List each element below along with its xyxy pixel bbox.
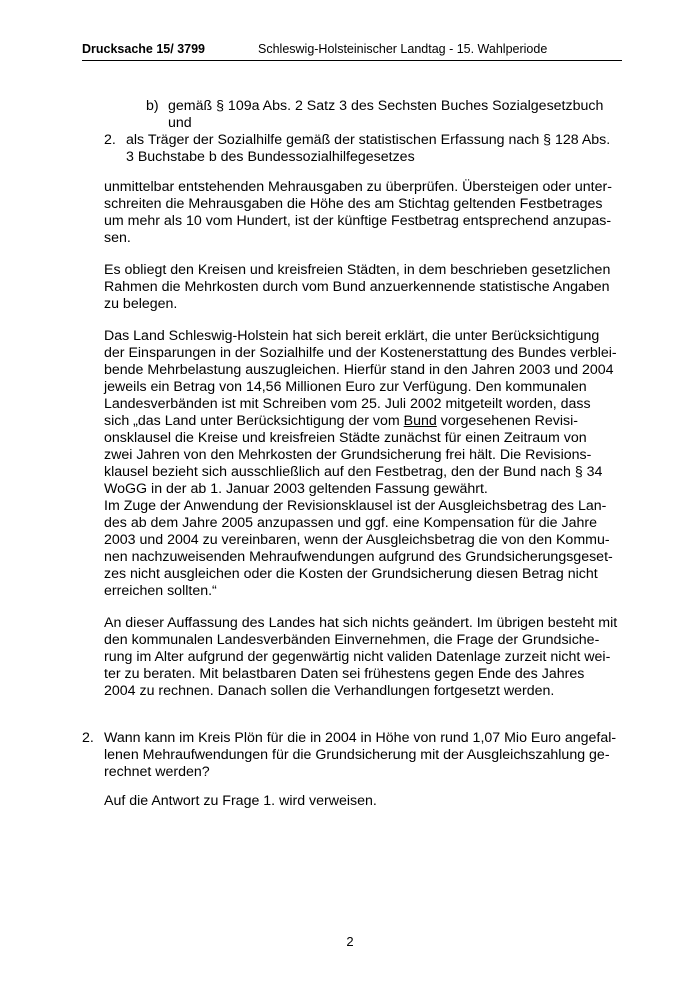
p3-line: zes nicht ausgleichen oder die Kosten der Grundsicherung diesen Betrag nicht xyxy=(104,566,598,582)
p3-line: erreichen sollten.“ xyxy=(104,583,217,599)
list-item2-line-2: 3 Buchstabe b des Bundessozialhilfegesetzes xyxy=(126,149,415,165)
p1-line: schreiten die Mehrausgaben die Höhe des am Stichtag geltenden Festbetrages xyxy=(104,196,603,212)
p3-line: bende Mehrbelastung auszugleichen. Hierfür stand in den Jahren 2003 und 2004 xyxy=(104,362,614,378)
p3-line: nen nachzuweisenden Mehraufwendungen aufgrund des Grundsicherungsgeset- xyxy=(104,549,613,565)
question-2-line: lenen Mehraufwendungen für die Grundsicherung mit der Ausgleichszahlung ge- xyxy=(104,747,610,763)
p2-line: zu belegen. xyxy=(104,296,178,312)
p1-line: unmittelbar entstehenden Mehrausgaben zu überprüfen. Übersteigen oder unter- xyxy=(104,179,612,195)
list-b-line-1: gemäß § 109a Abs. 2 Satz 3 des Sechsten Buches Sozialgesetzbuch xyxy=(168,98,604,114)
p4-line: ter zu beraten. Mit belastbaren Daten sei frühestens gegen Ende des Jahres xyxy=(104,666,585,682)
p3-line: Im Zuge der Anwendung der Revisionsklausel ist der Ausgleichsbetrag des Lan- xyxy=(104,498,607,514)
p2-line: Es obliegt den Kreisen und kreisfreien Städten, in dem beschrieben gesetzlichen xyxy=(104,262,611,278)
list-item2-line-1: als Träger der Sozialhilfe gemäß der statistischen Erfassung nach § 128 Abs. xyxy=(126,132,611,148)
p4-line: den kommunalen Landesverbänden Einvernehmen, die Frage der Grundsiche- xyxy=(104,632,600,648)
question-2-line: rechnet werden? xyxy=(104,764,210,780)
p3-line: zwei Jahren von den Mehrkosten der Grundsicherung frei hält. Die Revisions- xyxy=(104,447,592,463)
p4-line: rung im Alter aufgrund der gegenwärtig nicht validen Datenlage zurzeit nicht wei- xyxy=(104,649,611,665)
p3-line: WoGG in der ab 1. Januar 2003 geltenden Fassung gewährt. xyxy=(104,481,488,497)
header-rule xyxy=(82,60,622,61)
answer-2: Auf die Antwort zu Frage 1. wird verweisen. xyxy=(104,793,377,809)
list-b-line-2: und xyxy=(168,115,192,131)
question-2-line: Wann kann im Kreis Plön für die in 2004 in Höhe von rund 1,07 Mio Euro angefal- xyxy=(104,730,617,746)
p3-line: onsklausel die Kreise und kreisfreien Städte zunächst für einen Zeitraum von xyxy=(104,430,587,446)
list-marker-b: b) xyxy=(146,98,159,114)
question-2-marker: 2. xyxy=(82,730,94,746)
p3-line: klausel bezieht sich ausschließlich auf den Festbetrag, den der Bund nach § 34 xyxy=(104,464,603,480)
p3-line: Landesverbänden ist mit Schreiben vom 25. Juli 2002 mitgeteilt worden, dass xyxy=(104,396,591,412)
p3-line: des ab dem Jahre 2005 anzupassen und ggf. eine Kompensation für die Jahre xyxy=(104,515,597,531)
list-marker-2: 2. xyxy=(104,132,116,148)
drucksache-number: Drucksache 15/ 3799 xyxy=(82,42,206,56)
p2-line: Rahmen die Mehrkosten durch vom Bund anzuerkennende statistische Angaben xyxy=(104,279,610,295)
p4-line: 2004 zu rechnen. Danach sollen die Verhandlungen fortgesetzt werden. xyxy=(104,683,555,699)
p3-line: 2003 und 2004 zu vereinbaren, wenn der Ausgleichsbetrag die von den Kommu- xyxy=(104,532,610,548)
p3-line: jeweils ein Betrag von 14,56 Millionen Euro zur Verfügung. Den kommunalen xyxy=(104,379,587,395)
p3-bund-before: sich „das Land unter Berücksichtigung der vom xyxy=(104,413,404,429)
p4-line: An dieser Auffassung des Landes hat sich nichts geändert. Im übrigen besteht mit xyxy=(104,615,618,631)
p1-line: um mehr als 10 vom Hundert, ist der künftige Festbetrag entsprechend anzupas- xyxy=(104,213,612,229)
p1-line: sen. xyxy=(104,230,131,246)
bund-underlined: Bund xyxy=(403,413,437,429)
landtag-title: Schleswig-Holsteinischer Landtag - 15. Wahlperiode xyxy=(258,42,548,56)
p3-bund-line xyxy=(104,413,578,430)
p3-line: Das Land Schleswig-Holstein hat sich bereit erklärt, die unter Berücksichtigung xyxy=(104,328,600,344)
p3-line: der Einsparungen in der Sozialhilfe und der Kostenerstattung des Bundes verblei- xyxy=(104,345,617,361)
p3-bund-after: vorgesehenen Revisi- xyxy=(436,413,578,429)
page-number: 2 xyxy=(346,934,354,949)
